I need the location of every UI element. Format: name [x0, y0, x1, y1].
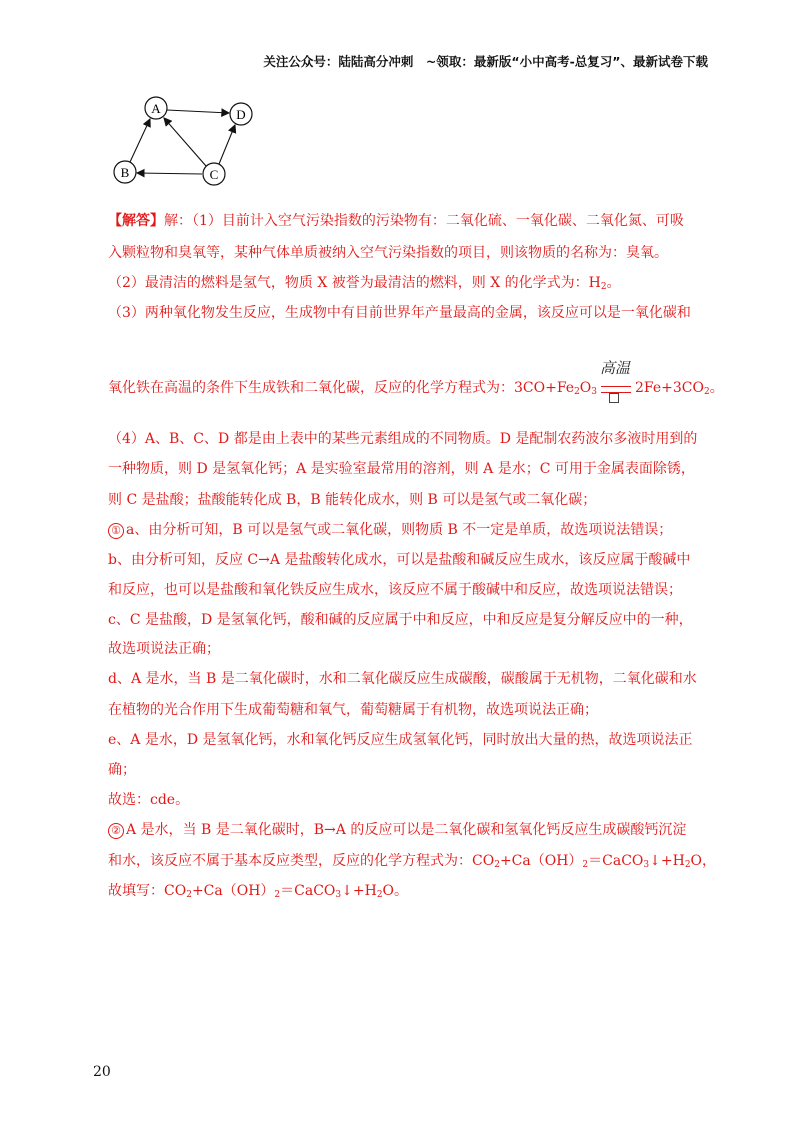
circled-two: ② — [108, 823, 124, 839]
node-d-label: D — [236, 107, 246, 122]
arrow-b-to-a — [130, 119, 150, 162]
answer-line-10: b、由分析可知，反应 C→A 是盐酸转化成水，可以是盐酸和碱反应生成水，该反应属于酸碱中 — [108, 552, 691, 568]
answer-line-4: （3）两种氧化物发生反应，生成物中有目前世界年产量最高的金属，该反应可以是一氧化碳和 — [108, 305, 691, 321]
node-b-label: B — [120, 165, 130, 180]
answer-line-12: c、C 是盐酸，D 是氢氧化钙，酸和碱的反应属于中和反应，中和反应是复分解反应中的一种， — [108, 612, 693, 628]
answer-text: 解：（1）目前计入空气污染指数的污染物有：二氧化硫、一氧化碳、二氧化氮、可吸 — [164, 213, 684, 229]
answer-line-18: 故选：cde。 — [108, 792, 190, 808]
arrow-c-to-a — [164, 118, 206, 166]
answer-line-16: e、A 是水，D 是氢氧化钙，水和氧化钙反应生成氢氧化钙，同时放出大量的热，故选项说法正 — [108, 732, 693, 748]
node-c-label: C — [209, 167, 219, 182]
page-header: 关注公众号：陆陆高分冲刺 ~领取：最新版“小中高考-总复习”、最新试卷下载 — [263, 54, 708, 69]
arrow-a-to-d — [167, 110, 229, 113]
answer-line-15: 在植物的光合作用下生成葡萄糖和氧气，葡萄糖属于有机物，故选项说法正确； — [108, 702, 598, 718]
answer-line-19: ② A 是水，当 B 是二氧化碳时，B→A 的反应可以是二氧化碳和氢氧化钙反应生成碳酸钙沉淀 — [108, 819, 686, 839]
reaction-diagram — [100, 88, 260, 198]
answer-line-3: （2）最清洁的燃料是氢气，物质 X 被誉为最清洁的燃料，则 X 的化学式为：$H_2$。 — [108, 275, 621, 292]
condition-high-temp: 高温 — [600, 359, 631, 377]
answer-line-1 — [108, 210, 684, 230]
circled-one: ① — [108, 523, 124, 539]
answer-line-5-equation: 氧化铁在高温的条件下生成铁和二氧化碳，反应的化学方程式为：$3CO+Fe_2O_3$ 高温 $2Fe+3CO_2$。 — [108, 377, 724, 397]
answer-line-2: 入颗粒物和臭氧等，某种气体单质被纳入空气污染指数的项目，则该物质的名称为：臭氧。 — [108, 245, 668, 261]
placeholder-box-icon — [609, 393, 619, 403]
answer-line-20: 和水，该反应不属于基本反应类型，反应的化学方程式为：$CO_2+Ca(OH)_2=CaCO_3↓+H_2O$， — [108, 853, 717, 870]
answer-line-11: 和反应，也可以是盐酸和氧化铁反应生成水，该反应不属于酸碱中和反应，故选项说法错误； — [108, 582, 682, 598]
arrow-c-to-d — [219, 125, 235, 164]
node-a-label: A — [151, 101, 161, 116]
answer-line-7: 一种物质，则 D 是氢氧化钙；A 是实验室最常用的溶剂，则 A 是水；C 可用于金属表面除锈， — [108, 461, 695, 477]
answer-tag: 【解答】 — [108, 213, 164, 229]
arrow-c-to-b — [137, 173, 202, 174]
page-number: 20 — [93, 1064, 111, 1080]
answer-line-6: （4）A、B、C、D 都是由上表中的某些元素组成的不同物质。D 是配制农药波尔多液时用到的 — [108, 431, 698, 447]
answer-line-14: d、A 是水，当 B 是二氧化碳时，水和二氧化碳反应生成碳酸，碳酸属于无机物，二氧化碳和水 — [108, 671, 697, 687]
answer-line-17: 确； — [108, 762, 136, 778]
answer-line-8: 则 C 是盐酸；盐酸能转化成 B，B 能转化成水，则 B 可以是氢气或二氧化碳； — [108, 492, 597, 508]
answer-line-13: 故选项说法正确； — [108, 641, 220, 657]
answer-line-21: 故填写：$CO_2+Ca(OH)_2=CaCO_3↓+H_2O$。 — [108, 883, 409, 900]
answer-line-9: ① a、由分析可知，B 可以是氢气或二氧化碳，则物质 B 不一定是单质，故选项说法错误； — [108, 519, 672, 539]
reaction-condition — [597, 359, 635, 397]
